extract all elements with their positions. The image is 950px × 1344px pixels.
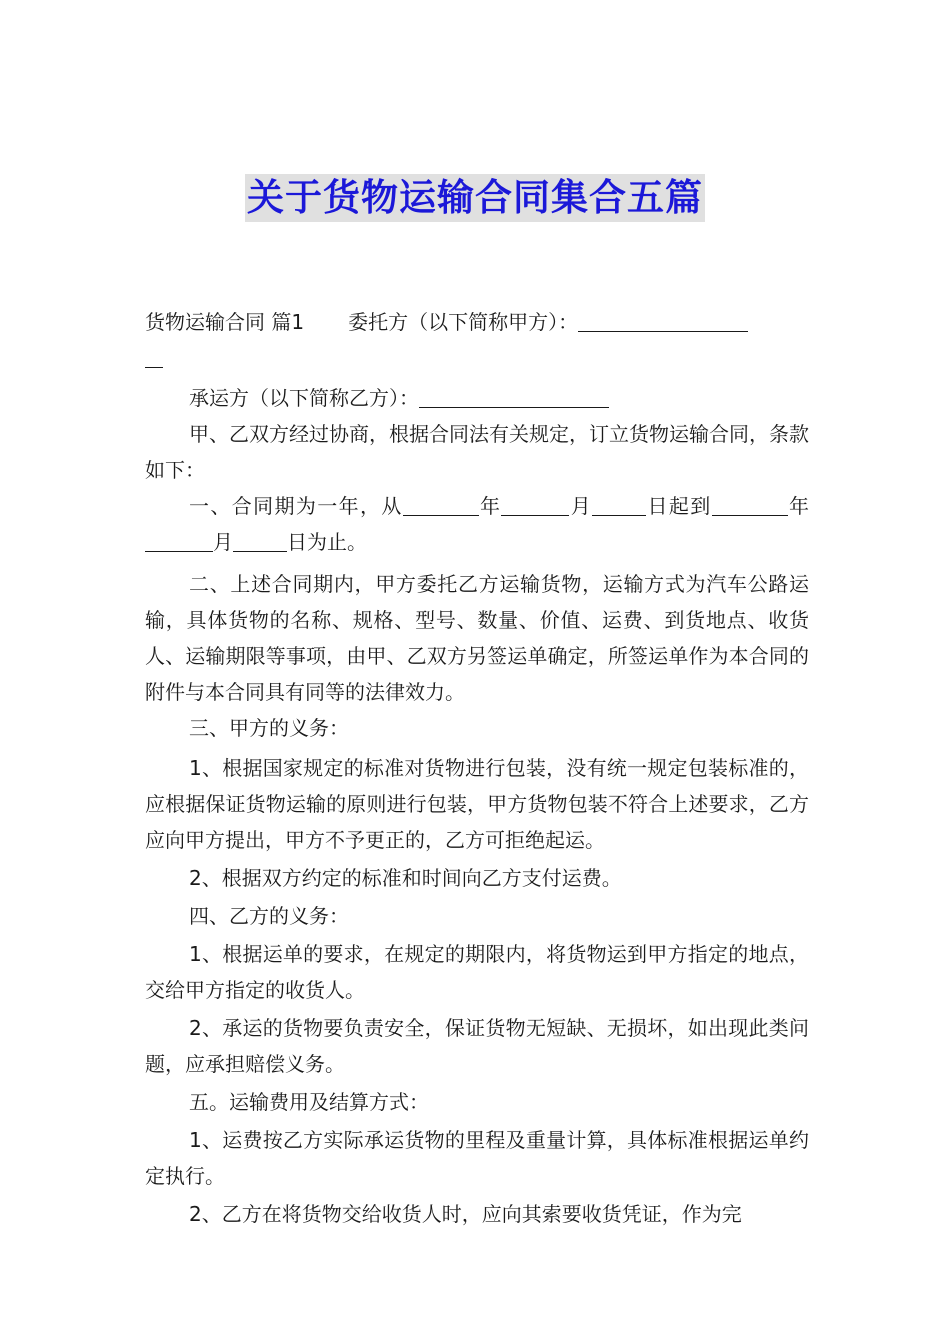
start-year-blank: [403, 495, 479, 516]
term-start: 一、合同期为一年，从: [189, 494, 403, 518]
intro-paragraph: 甲、乙双方经过协商，根据合同法有关规定，订立货物运输合同，条款如下：: [145, 422, 809, 482]
party-b-blank: [419, 387, 609, 408]
term-year-label: 年: [478, 494, 502, 518]
clause-4-item-2: 2、承运的货物要负责安全，保证货物无短缺、无损坏，如出现此类问题，应承担赔偿义务。: [145, 1016, 809, 1076]
term-day-to: 日起到: [646, 494, 712, 518]
term-paragraph: [145, 488, 809, 560]
party-a-blank-tail: [145, 347, 163, 368]
party-a-label: 委托方（以下简称甲方）：: [348, 310, 579, 334]
end-month-blank: [145, 531, 213, 552]
party-a-blank: [578, 311, 748, 332]
clause-3-item-1: 1、根据国家规定的标准对货物进行包装，没有统一规定包装标准的，应根据保证货物运输的原则进行包装，甲方货物包装不符合上述要求，乙方应向甲方提出，甲方不予更正的，乙方可拒绝起运。: [145, 756, 809, 852]
document-body: [145, 304, 809, 1232]
clause-5-item-2: 2、乙方在将货物交给收货人时，应向其索要收货凭证，作为完: [189, 1202, 742, 1226]
clause-5-title: 五。运输费用及结算方式：: [189, 1090, 429, 1114]
clause-5-item-1: 1、运费按乙方实际承运货物的里程及重量计算，具体标准根据运单约定执行。: [145, 1128, 809, 1188]
term-month-label: 月: [569, 494, 593, 518]
document-title: 关于货物运输合同集合五篇: [245, 174, 705, 222]
clause-3-title: 三、甲方的义务：: [189, 716, 349, 740]
contract-heading-line: [145, 304, 809, 340]
term-day-end: 日为止。: [287, 530, 367, 554]
title-container: [0, 174, 950, 222]
clause-4-item-1: 1、根据运单的要求，在规定的期限内，将货物运到甲方指定的地点，交给甲方指定的收货人。: [145, 942, 809, 1002]
contract-heading: 货物运输合同 篇1: [145, 310, 305, 334]
start-day-blank: [592, 495, 646, 516]
end-day-blank: [233, 531, 287, 552]
start-month-blank: [501, 495, 569, 516]
party-b-label: 承运方（以下简称乙方）：: [189, 386, 419, 410]
end-year-blank: [712, 495, 788, 516]
term-year-label-2: 年: [787, 494, 810, 518]
term-month-label-2: 月: [213, 530, 233, 554]
party-a-blank-continued: [145, 340, 809, 376]
party-b-line: [145, 380, 809, 416]
clause-2-paragraph: 二、上述合同期内，甲方委托乙方运输货物，运输方式为汽车公路运输，具体货物的名称、规格、型号、数量、价值、运费、到货地点、收货人、运输期限等事项，由甲、乙双方另签运单确定，所签运单作为本合同的附件与本合同具有同等的法律效力。: [145, 572, 809, 704]
clause-3-item-2: 2、根据双方约定的标准和时间向乙方支付运费。: [189, 866, 622, 890]
clause-4-title: 四、乙方的义务：: [189, 904, 349, 928]
